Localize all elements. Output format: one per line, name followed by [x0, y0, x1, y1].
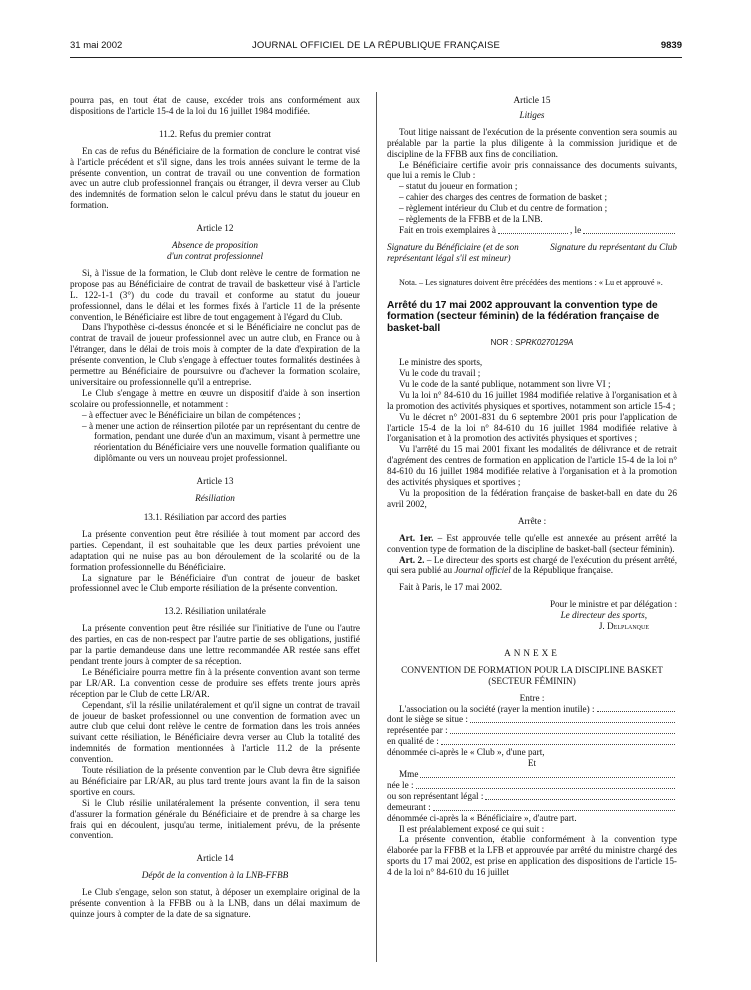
section-heading: 13.2. Résiliation unilatérale: [164, 606, 266, 617]
blank-field: [450, 725, 675, 734]
document-list: [387, 181, 677, 225]
article-title: Dépôt de la convention à la LNB-FFBB: [141, 870, 289, 881]
annex-heading: ANNEXE: [504, 647, 560, 658]
nor-code: SPRK0270129A: [515, 338, 574, 348]
signature-block: [387, 242, 677, 264]
article-heading: Article 13: [196, 476, 234, 487]
list: [70, 410, 360, 465]
form-line: [387, 725, 677, 736]
form-line: [387, 791, 677, 802]
form-text: dénommée ci-après la « Bénéficiaire », d'autre part.: [387, 812, 577, 823]
signatory-name: J. Delplanque: [598, 621, 649, 632]
form-text: Il est préalablement exposé ce qui suit :: [399, 823, 545, 834]
form-text: dénommée ci-après le « Club », d'une part,: [387, 747, 545, 758]
form-line: [387, 769, 677, 780]
paragraph: Le Bénéficiaire pourra mettre fin à la présente convention avant son terme par LR/AR. La convention cesse de produire ses effets trente jours après réception par le Club de cette LR/AR.: [70, 666, 360, 699]
visa: Vu la loi n° 84-610 du 16 juillet 1984 modifiée relative à l'organisation et à la promotion des activités physiques et sportives, notamment son article 15-4 ;: [387, 389, 677, 411]
convention-title: CONVENTION DE FORMATION POUR LA DISCIPLINE BASKET: [401, 664, 663, 675]
article-title: Résiliation: [195, 493, 235, 504]
article-text: de la République française.: [513, 565, 614, 576]
fait-en-label: Fait en trois exemplaires à: [399, 224, 496, 235]
article-heading: Article 14: [196, 853, 234, 864]
nor-label: NOR :: [490, 338, 513, 348]
blank-field: [498, 225, 568, 234]
visa: Vu le décret n° 2001-831 du 6 septembre 2001 pris pour l'application de l'article 15-4 de la loi n° 84-610 du 16 juillet 1984 modifiée relative à l'organisation et à la promotion des activités physiques et sportives ;: [387, 411, 677, 444]
list-item: – statut du joueur en formation ;: [399, 181, 518, 192]
paragraph: pourra pas, en tout état de cause, excéder trois ans conformément aux dispositions de l'article 15-4 de la loi du 16 juillet 1984 modifiée.: [70, 95, 360, 116]
date-label: , le: [569, 224, 582, 235]
paragraph: Dans l'hypothèse ci-dessus énoncée et si le Bénéficiaire ne conclut pas de contrat de travail de joueur professionnel avec un autre club, en France ou à l'étranger, dans le délai de trois mois à compter de la date d'expiration de la présente convention, le Club s'engage à effectuer toutes formalités destinées à permettre au Bénéficiaire de poursuivre ou d'achever la formation scolaire, universitaire ou professionnelle qu'il a entreprise.: [70, 322, 360, 387]
form-line: [387, 802, 677, 813]
article-label: Art. 2.: [399, 554, 425, 565]
blank-field: [583, 225, 675, 234]
right-column: [387, 95, 677, 878]
left-column: [70, 95, 360, 920]
form-label: dont le siège se situe :: [387, 714, 468, 725]
paragraph: En cas de refus du Bénéficiaire de la formation de conclure le contrat visé à l'article précédent et s'il signe, dans les trois années suivant le terme de la présente convention, un contrat de travail ou une convention de formation avec un autre club professionnel français ou étranger, il devra verser au Club des indemnités de formation selon le calcul prévu dans le statut du joueur en formation.: [70, 145, 360, 211]
page-number: 9839: [660, 40, 682, 51]
club-signature: Signature du représentant du Club: [550, 241, 677, 252]
article-text: – Est approuvée telle qu'elle est annexée au présent arrêté la convention type de formation de la discipline de basket-ball (secteur féminin).: [387, 532, 677, 554]
blank-field: [441, 736, 675, 745]
director-title: Le directeur des sports,: [560, 610, 647, 621]
blank-field: [420, 769, 675, 778]
form-label: demeurant :: [387, 801, 431, 812]
form-label: en qualité de :: [387, 736, 439, 747]
blank-field: [416, 780, 675, 789]
form-label: représentée par :: [387, 725, 448, 736]
form-line: [387, 780, 677, 791]
form-label: née le :: [387, 779, 414, 790]
form-label: ou son représentant légal :: [387, 790, 484, 801]
paragraph: Cependant, s'il la résilie unilatéralement et qu'il signe un contrat de travail de joueur de basket professionnel ou une convention de formation avec un autre club que celui dont relève le centre de formation dans les trois années suivant cette résiliation, le Bénéficiaire devra verser au Club la totalité des indemnités de formation mentionnées à l'article 11.2 de la présente convention.: [70, 699, 360, 765]
fait-a-paris: Fait à Paris, le 17 mai 2002.: [399, 582, 503, 593]
article-heading: Article 12: [196, 223, 234, 234]
article-text: – Le directeur des sports est chargé de l'exécution du présent arrêté, qui sera publié au: [387, 554, 677, 576]
paragraph: Si, à l'issue de la formation, le Club dont relève le centre de formation ne propose pas au Bénéficiaire de contrat de travail de basketteur visé à l'article L. 122-1-1 (3°) du code du travail et conforme au statut du joueur professionnel, dans le délai et les formes fixés à l'article 11 de la présente convention, le Bénéficiaire est libre de tout engagement à l'égard du Club.: [70, 267, 360, 322]
section-heading: 13.1. Résiliation par accord des parties: [143, 512, 287, 522]
visa: Vu le code de la santé publique, notamment son livre VI ;: [399, 378, 611, 389]
paragraph: Le Bénéficiaire certifie avoir pris connaissance des documents suivants, que lui a remis le Club :: [387, 159, 677, 181]
et-label: Et: [527, 758, 537, 769]
list-item: – à effectuer avec le Bénéficiaire un bilan de compétences ;: [82, 409, 301, 420]
blank-field: [485, 791, 675, 800]
decree-title: Arrêté du 17 mai 2002 approuvant la convention type de formation (secteur féminin) de la fédération française de basket-ball: [387, 299, 660, 334]
section-heading: 11.2. Refus du premier contrat: [159, 128, 271, 139]
form-line: [387, 736, 677, 747]
nota: Nota. – Les signatures doivent être précédées des mentions : « Lu et approuvé ».: [399, 277, 663, 287]
paragraph: La présente convention, établie conformément à la convention type élaborée par la FFBB et la LFB et approuvée par arrêté du ministre chargé des sports du 17 mai 2002, est prise en application des dispositions de l'article 15-4 de la loi n° 84-610 du 16 juillet: [387, 834, 677, 878]
list-item: – à mener une action de réinsertion pilotée par un représentant du centre de formation, pendant une durée d'un an maximum, visant à permettre une réorientation du Bénéficiaire vers une nouvelle formation qualifiante ou diplômante ou vers un nouveau projet professionnel.: [82, 420, 360, 464]
list-item: – règlement intérieur du Club et du centre de formation ;: [399, 203, 608, 214]
convention-subtitle: (SECTEUR FÉMININ): [488, 675, 576, 686]
journal-name: Journal officiel: [454, 565, 511, 576]
signature-place-line: [387, 225, 677, 236]
article-title: Absence de proposition: [172, 240, 258, 251]
blank-field: [433, 802, 675, 811]
delegation: Pour le ministre et par délégation :: [549, 599, 677, 610]
list-item: – cahier des charges des centres de formation de basket ;: [399, 192, 607, 203]
form-line: [387, 704, 677, 715]
beneficiary-signature: Signature du Bénéficiaire (et de son représentant légal s'il est mineur): [387, 241, 519, 263]
paragraph: Si le Club résilie unilatéralement la présente convention, il sera tenu d'assurer la formation générale du Bénéficiaire et de prendre à sa charge les frais qui en découlent, jusqu'au terme, initialement prévu, de la présente convention.: [70, 797, 360, 841]
visa: Vu la proposition de la fédération française de basket-ball en date du 26 avril 2002,: [387, 487, 677, 509]
blank-field: [470, 714, 675, 723]
form-label: L'association ou la société (rayer la mention inutile) :: [399, 703, 595, 714]
form-line: [387, 714, 677, 725]
paragraph: Toute résiliation de la présente convention par le Club devra être signifiée au Bénéficiaire par LR/AR, au plus tard trente jours avant la fin de la saison sportive en cours.: [70, 765, 360, 797]
paragraph: Le Club s'engage à mettre en œuvre un dispositif d'aide à son insertion scolaire ou professionnelle, et notamment :: [70, 387, 360, 409]
nor-reference: [387, 338, 677, 349]
header-rule: [70, 57, 682, 58]
column-divider: [376, 92, 377, 962]
paragraph: Le ministre des sports,: [399, 357, 483, 368]
visa: Vu le code du travail ;: [399, 368, 481, 378]
visa: Vu l'arrêté du 15 mai 2001 fixant les modalités de délivrance et de retrait d'agrément des centres de formation en application de l'article 15-4 de la loi n° 84-610 du 16 juillet 1984 modifiée relative à l'organisation et à la promotion des activités physiques et sportives ;: [387, 444, 677, 488]
article-1: [387, 533, 677, 555]
paragraph: La présente convention peut être résiliée sur l'initiative de l'une ou l'autre des parties, en cas de non-respect par l'autre partie de ses obligations, justifié par la partie demandeuse dans une lettre recommandée AR restée sans effet pendant trente jours à compter de sa réception.: [70, 623, 360, 666]
page-header: [70, 40, 682, 56]
article-label: Art. 1er.: [399, 532, 434, 543]
paragraph: La signature par le Bénéficiaire d'un contrat de joueur de basket professionnel avec le Club emporte résiliation de la présente convention.: [70, 572, 360, 594]
article-title: d'un contrat professionnel: [166, 250, 264, 261]
form-label: Mme: [399, 769, 419, 779]
entre-label: Entre :: [519, 692, 545, 703]
paragraph: Tout litige naissant de l'exécution de la présente convention sera soumis au préalable par la partie la plus diligente à la commission juridique et de discipline de la FFBB aux fins de conciliation.: [387, 126, 677, 159]
header-date: 31 mai 2002: [70, 40, 123, 51]
paragraph: Le Club s'engage, selon son statut, à déposer un exemplaire original de la présente convention à la FFBB ou à la LNB, dans un délai maximum de quinze jours à compter de la date de sa signature.: [70, 887, 360, 919]
article-title: Litiges: [519, 109, 545, 120]
paragraph: La présente convention peut être résiliée à tout moment par accord des parties. Cependant, il est souhaitable que les deux parties prévoient une adaptation qui ne nuise pas au bon déroulement de la scolarité ou de la formation professionnelle du Bénéficiaire.: [70, 528, 360, 572]
list-item: – règlements de la FFBB et de la LNB.: [399, 214, 543, 225]
blank-field: [597, 704, 675, 713]
article-2: [387, 555, 677, 577]
article-heading: Article 15: [513, 95, 551, 105]
arrete-label: Arrête :: [517, 515, 547, 526]
journal-title: JOURNAL OFFICIEL DE LA RÉPUBLIQUE FRANÇAISE: [251, 40, 501, 51]
